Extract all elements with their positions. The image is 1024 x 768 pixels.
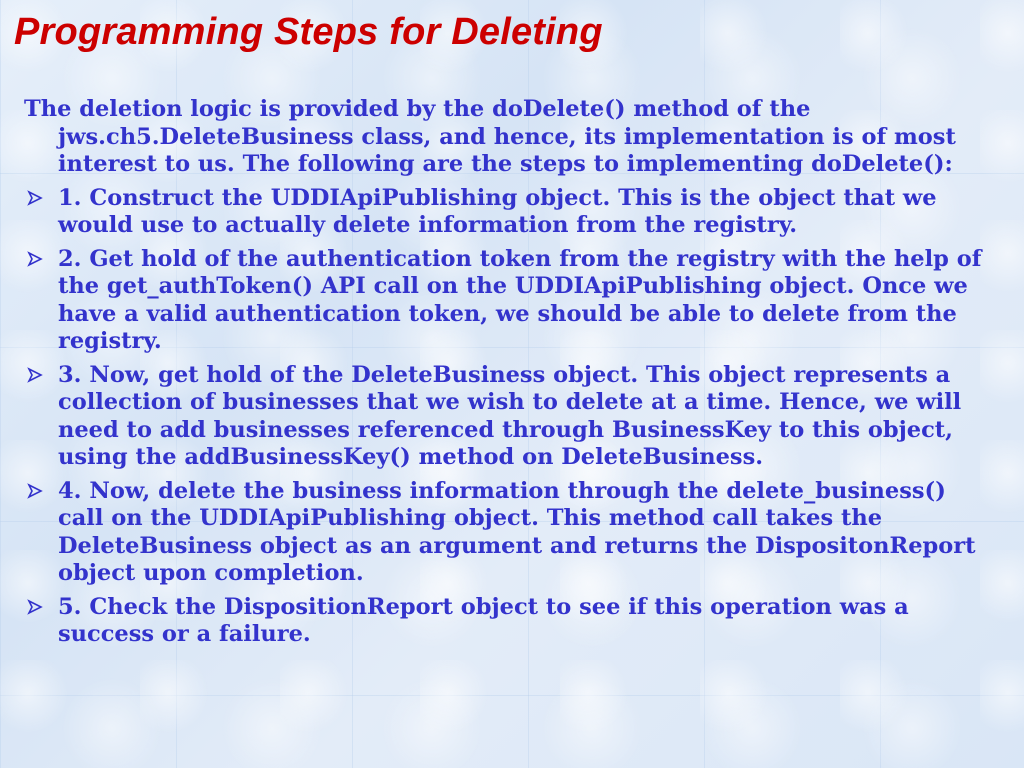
list-item xyxy=(24,185,999,240)
step-text: 2. Get hold of the authentication token from the registry with the help of the get_authToken() API call on the UDDIApiPublishing object. Once we have a valid authentication token, we should be able to delete from the registry. xyxy=(58,245,982,354)
step-text: 4. Now, delete the business information through the delete_business() call on the UDDIApiPublishing object. This method call takes the DeleteBusiness object as an argument and returns the DispositonReport object upon completion. xyxy=(58,477,976,586)
arrow-bullet-icon xyxy=(24,246,46,273)
steps-list xyxy=(24,185,999,649)
arrow-bullet-icon xyxy=(24,185,46,212)
step-text: 5. Check the DispositionReport object to see if this operation was a success or a failure. xyxy=(58,593,909,647)
list-item xyxy=(24,478,999,588)
intro-paragraph: The deletion logic is provided by the doDelete() method of the jws.ch5.DeleteBusiness class, and hence, its implementation is of most interest to us. The following are the steps to implementing doDelete(): xyxy=(24,96,956,177)
list-item xyxy=(24,594,999,649)
arrow-bullet-icon xyxy=(24,362,46,389)
slide-title: Programming Steps for Deleting xyxy=(14,11,603,53)
list-item xyxy=(24,246,999,356)
step-text: 3. Now, get hold of the DeleteBusiness object. This object represents a collection of businesses that we wish to delete at a time. Hence, we will need to add businesses referenced through BusinessKey to this object, using the addBusinessKey() method on DeleteBusiness. xyxy=(58,361,962,470)
step-text: 1. Construct the UDDIApiPublishing object. This is the object that we would use to actually delete information from the registry. xyxy=(58,184,937,238)
slide-body xyxy=(24,96,999,655)
arrow-bullet-icon xyxy=(24,478,46,505)
list-item xyxy=(24,362,999,472)
arrow-bullet-icon xyxy=(24,594,46,621)
